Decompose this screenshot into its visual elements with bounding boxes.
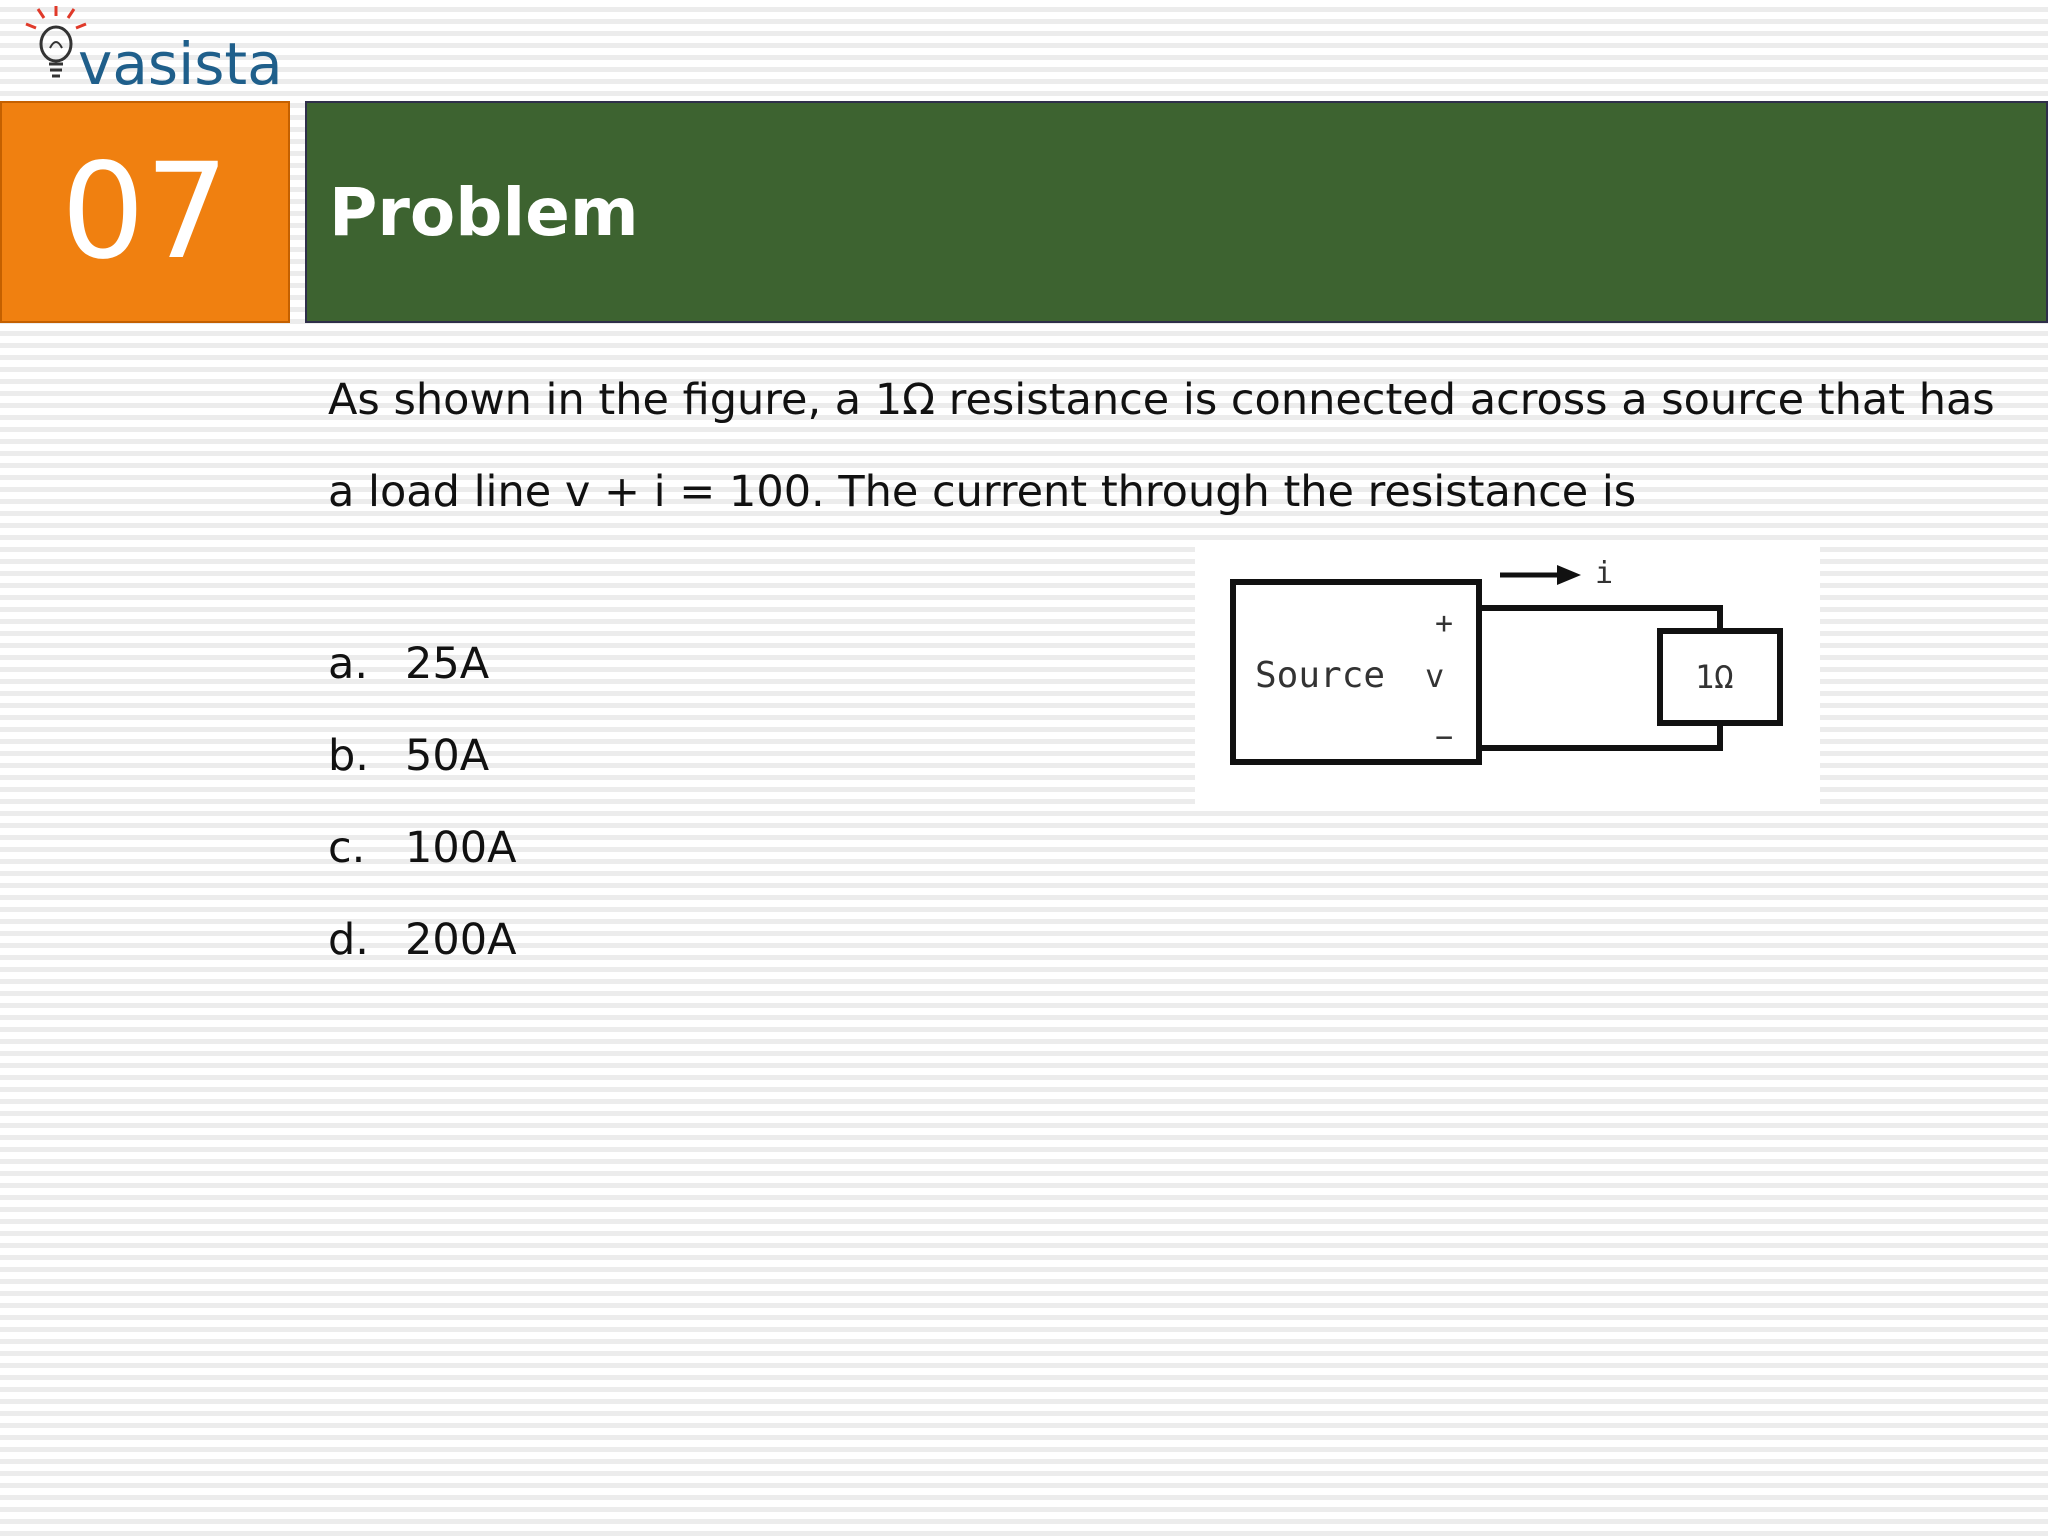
plus-sign: +: [1435, 606, 1454, 641]
voltage-label: v: [1425, 657, 1445, 695]
question-text: As shown in the figure, a 1Ω resistance is connected across a source that has a load line v + i = 100. The current through the resistance is: [328, 375, 1995, 517]
option-letter: a.: [328, 639, 369, 689]
circuit-figure: [1195, 545, 1820, 807]
option-value: 25A: [405, 639, 490, 689]
option-value: 200A: [405, 915, 517, 965]
current-label: i: [1595, 556, 1614, 591]
option-d: [328, 894, 517, 986]
option-value: 100A: [405, 823, 517, 873]
option-value: 50A: [405, 731, 490, 781]
page-title: Problem: [329, 173, 639, 251]
current-arrow-icon: [1500, 565, 1581, 585]
option-b: [328, 710, 517, 802]
source-label: Source: [1255, 655, 1386, 696]
vasista-logo: [22, 4, 292, 96]
minus-sign: −: [1435, 720, 1454, 755]
logo-text: vasista: [78, 30, 283, 96]
slide-number-box: [0, 101, 290, 323]
lightbulb-icon: [26, 6, 86, 76]
slide-number: 07: [61, 135, 229, 289]
option-a: [328, 618, 517, 710]
option-letter: d.: [328, 915, 369, 965]
answer-options: [328, 618, 517, 986]
option-letter: b.: [328, 731, 369, 781]
title-bar: [305, 101, 2048, 323]
option-c: [328, 802, 517, 894]
option-letter: c.: [328, 823, 366, 873]
resistor-label: 1Ω: [1695, 658, 1734, 696]
